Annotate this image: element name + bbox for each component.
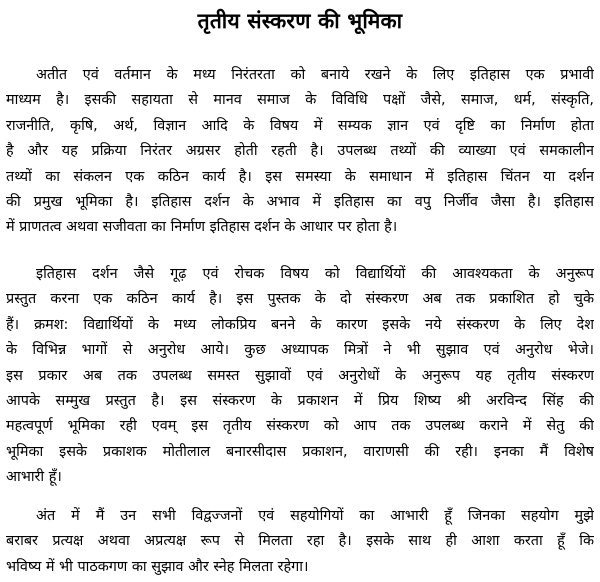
paragraph-line: माध्यम है। इसकी सहायता से मानव समाज के विविधि पक्षों जैसे, समाज, धर्म, संस्कृति, xyxy=(6,92,594,109)
paragraph-line: भूमिका इसके प्रकाशक मोतीलाल बनारसीदास प्रकाशन, वाराणसी की रही। इनका मैं विशेष xyxy=(6,443,594,460)
paragraph-line: महत्वपूर्ण भूमिका रही एवम् इस तृतीय संस्करण को आप तक उपलब्ध कराने में सेतु की xyxy=(6,418,594,435)
paragraph-line: इस प्रकार अब तक उपलब्ध समस्त सुझावों एवं अनुरोधों के अनुरूप यह तृतीय संस्करण xyxy=(6,367,594,384)
paragraph-line: राजनीति, कृषि, अर्थ, विज्ञान आदि के विषय में सम्यक ज्ञान एवं दृष्टि का निर्माण होता xyxy=(6,117,594,134)
paragraph-line: प्रस्तुत करना एक कठिन कार्य है। इस पुस्तक के दो संस्करण अब तक प्रकाशित हो चुके xyxy=(6,291,594,308)
paragraph-2 xyxy=(6,262,594,491)
paragraph-line: के विभिन्न भागों से अनुरोध आये। कुछ अध्यापक मित्रों ने भी सुझाव एवं अनुरोध भेजे। xyxy=(6,342,594,359)
paragraph-line: अंत में मैं उन सभी विद्वज्जनों एवं सहयोगियों का आभारी हूँ जिनका सहयोग मुझे xyxy=(36,508,594,524)
paragraph-line: इतिहास दर्शन जैसे गूढ़ एवं रोचक विषय को विद्यार्थियों की आवश्यकता के अनुरूप xyxy=(36,266,594,282)
paragraph-line: की प्रमुख भूमिका है। इतिहास दर्शन के अभाव में इतिहास का वपु निर्जीव जैसा है। इतिहास xyxy=(6,193,594,210)
paragraph-line: में प्राणतत्व अथवा सजीवता का निर्माण इतिहास दर्शन के आधार पर होता है। xyxy=(6,219,398,236)
paragraph-line: है और यह प्रक्रिया निरंतर अग्रसर होती रहती है। उपलब्ध तथ्यों की व्याख्या एवं समकालीन xyxy=(6,143,594,160)
paragraph-line: हैं। क्रमश: विद्यार्थियों के मध्य लोकप्रिय बनने के कारण इसके नये संस्करण के लिए देश xyxy=(6,316,594,333)
paragraph-3 xyxy=(6,504,594,580)
paragraph-line: आभारी हूँ। xyxy=(6,469,62,486)
paragraph-line: बराबर प्रत्यक्ष अथवा अप्रत्यक्ष रूप से मिलता रहा है। इसके साथ ही आशा करता हूँ कि xyxy=(6,533,594,550)
paragraph-1 xyxy=(6,63,594,241)
paragraph-line: तथ्यों का संकलन एक कठिन कार्य है। इस समस्या के समाधान में इतिहास चिंतन या दर्शन xyxy=(6,168,594,185)
paragraph-line: अतीत एवं वर्तमान के मध्य निरंतरता को बनाये रखने के लिए इतिहास एक प्रभावी xyxy=(36,67,594,83)
page-title: तृतीय संस्करण की भूमिका xyxy=(197,9,403,33)
paragraph-line: आपके सम्मुख प्रस्तुत है। इस संस्करण के प्रकाशन में प्रिय शिष्य श्री अरविन्द सिंह की xyxy=(6,392,594,409)
paragraph-line: भविष्य में भी पाठकगण का सुझाव और स्नेह मिलता रहेगा। xyxy=(6,558,309,575)
